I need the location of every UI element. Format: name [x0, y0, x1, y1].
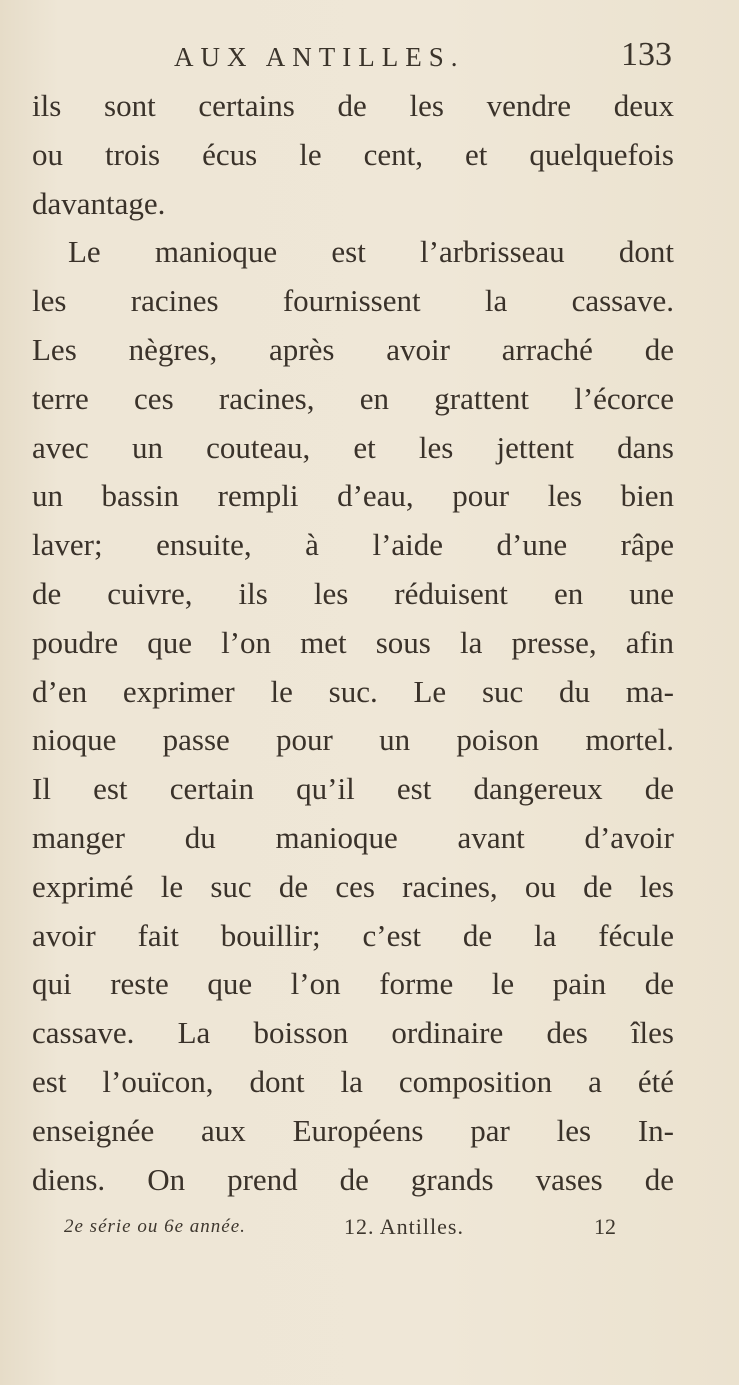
text-line: avoir fait bouillir; c’est de la fécule [32, 917, 674, 953]
text-line: ou trois écus le cent, et quelquefois [32, 136, 674, 172]
text-line: avec un couteau, et les jettent dans [32, 429, 674, 465]
body-text [32, 82, 674, 1204]
running-head: AUX ANTILLES. [174, 42, 465, 72]
text-line: diens. On prend de grands vases de [32, 1161, 674, 1197]
text-line: d’en exprimer le suc. Le suc du ma- [32, 673, 674, 709]
short-title: 12. Antilles. [344, 1214, 464, 1239]
text-line: est l’ouïcon, dont la composition a été [32, 1063, 674, 1099]
text-line: poudre que l’on met sous la presse, afin [32, 624, 674, 660]
text-line: Les nègres, après avoir arraché de [32, 331, 674, 367]
text-line: exprimé le suc de ces racines, ou de les [32, 868, 674, 904]
text-line: les racines fournissent la cassave. [32, 283, 674, 319]
text-line: manger du manioque avant d’avoir [32, 819, 674, 855]
page-number: 133 [621, 36, 672, 73]
text-line: de cuivre, ils les réduisent en une [32, 575, 674, 611]
text-line: qui reste que l’on forme le pain de [32, 966, 674, 1002]
text-line: laver; ensuite, à l’aide d’une râpe [32, 527, 674, 563]
text-line: davantage. [32, 185, 166, 221]
signature-mark: 12 [594, 1214, 616, 1239]
text-line: Il est certain qu’il est dangereux de [32, 771, 674, 807]
text-line: terre ces racines, en grattent l’écorce [32, 380, 674, 416]
page-header [34, 36, 674, 80]
text-line: Le manioque est l’arbrisseau dont [68, 234, 674, 270]
text-line: un bassin rempli d’eau, pour les bien [32, 478, 674, 514]
series-note: 2e série ou 6e année. [64, 1216, 246, 1237]
text-line: ils sont certains de les vendre deux [32, 88, 674, 123]
text-line: enseignée aux Européens par les In- [32, 1112, 674, 1148]
text-line: nioque passe pour un poison mortel. [32, 722, 674, 758]
text-line: cassave. La boisson ordinaire des îles [32, 1015, 674, 1051]
signature-line [64, 1212, 624, 1248]
